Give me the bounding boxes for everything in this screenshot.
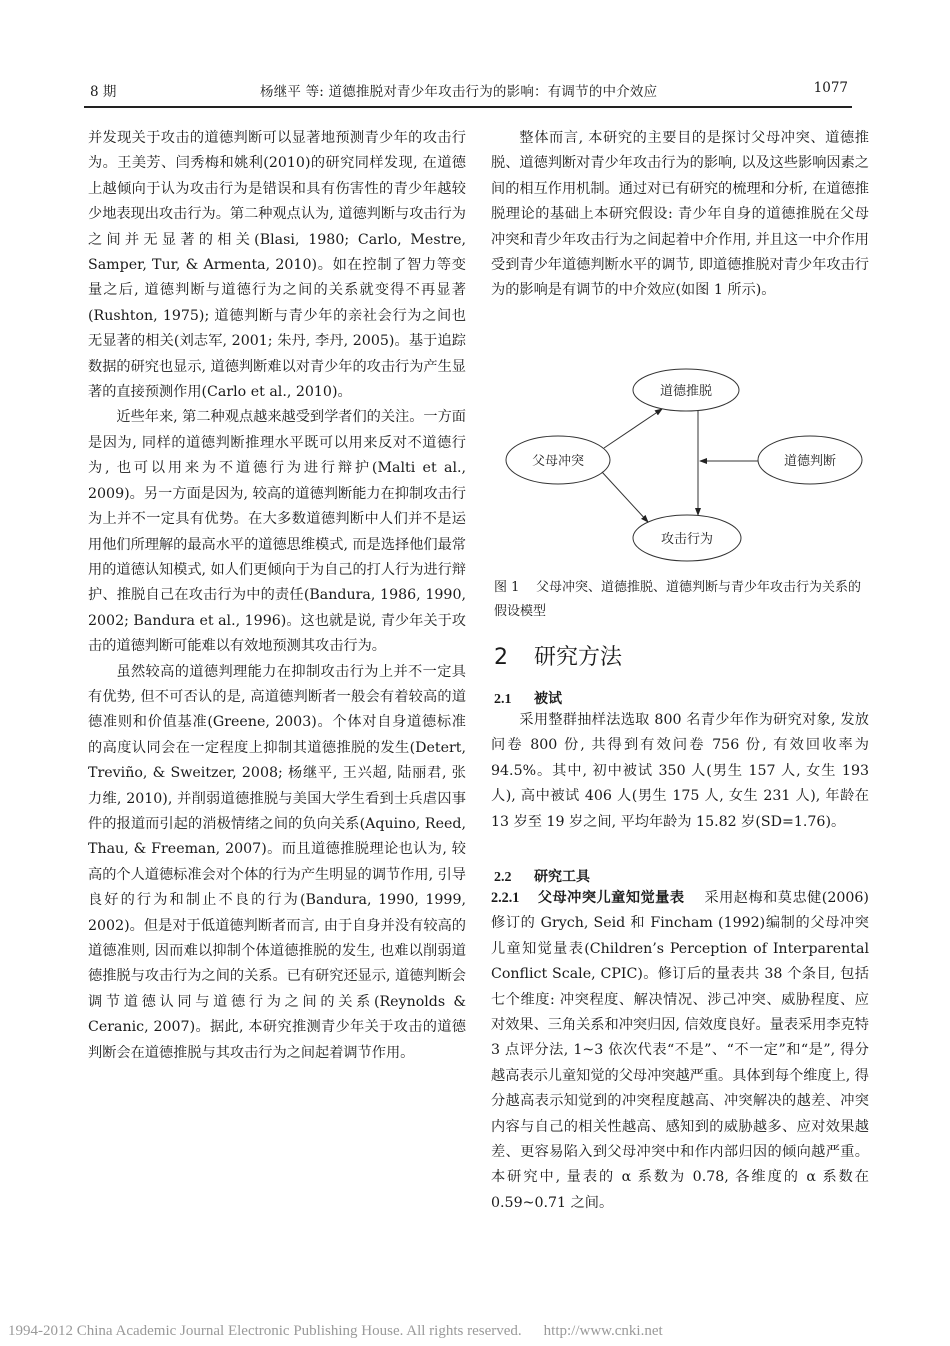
label-moral-judgment: 道德判断 [783,454,837,469]
label-parental-conflict: 父母冲突 [531,454,585,469]
subsection-number: 2.2 [494,870,512,885]
subsubsection-title: 父母冲突儿童知觉量表 [537,890,685,906]
running-header [84,78,850,102]
path-model-svg [490,360,870,570]
header-rule [84,106,852,108]
section-title: 研究方法 [534,645,623,670]
subsection-title: 研究工具 [534,869,590,885]
section-number: 2 [494,645,508,670]
arrow-conflict-to-aggression [602,472,648,522]
label-aggressive-behavior: 攻击行为 [660,532,714,547]
figure-number: 图 1 [494,580,520,595]
subsection-number: 2.1 [494,692,512,707]
issue-number: 8 期 [90,84,117,100]
left-column [88,126,466,1066]
subsubsection-heading [491,890,685,906]
section-heading [494,640,622,671]
subsection-heading-participants [494,688,562,708]
instrument-block [491,886,869,1216]
figure-caption-text: 父母冲突、道德推脱、道德判断与青少年攻击行为关系的假设模型 [494,580,862,619]
label-moral-disengagement: 道德推脱 [659,384,713,399]
footer [8,1323,663,1340]
arrow-conflict-to-disengagement [604,409,662,448]
paragraph: 采用赵梅和莫忠健(2006)修订的 Grych, Seid 和 Fincham (1992)编制的父母冲突儿童知觉量表(Children’s Perception of Interparental Conflict Scale, CPIC)。修订后的量表共 38 个条目, 包括七个维度: 冲突程度、解决情况、涉己冲突、威胁程度、应对效果、三角关系和冲突归因, 信效度良好。量表采用李克特 3 点评分法, 1~3 依次代表“不是”、“不一定”和“是”, 得分越高表示儿童知觉的父母冲突越严重。具体到每个维度上, 得分越高表示知觉到的冲突程度越高、冲突解决的越差、冲突内容与自己的相关性越高、感知到的威胁越多、应对效果越差、更容易陷入到父母冲突中和作内部归因的倾向越严重。本研究中, 量表的 α 系数为 0.78, 各维度的 α 系数在 0.59~0.71 之间。 [491,890,869,1211]
subsubsection-number: 2.2.1 [491,890,520,906]
subsection-title: 被试 [534,691,562,707]
figure-1-diagram [490,360,870,570]
paragraph: 近些年来, 第二种观点越来越受到学者们的关注。一方面是因为, 同样的道德判断推理水平既可以用来反对不道德行为, 也可以用来为不道德行为进行辩护(Malti et al., 2009)。另一方面是因为, 较高的道德判断能力在抑制攻击行为上并不一定具有优势。在大多数道德判断中人们并不是运用他们所理解的最高水平的道德思维模式, 而是选择他们最常用的道德认知模式, 如人们更倾向于为自己的打人行为进行辩护、推脱自己在攻击行为中的责任(Bandura, 1986, 1990, 2002; Bandura et al., 1996)。这也就是说, 青少年关于攻击的道德判断可能难以有效地预测其攻击行为。 [88,409,466,655]
participants-block [491,708,869,835]
figure-caption [494,576,868,624]
paragraph: 并发现关于攻击的道德判断可以显著地预测青少年的攻击行为。王美芳、闫秀梅和姚利(2010)的研究同样发现, 在道德上越倾向于认为攻击行为是错误和具有伤害性的青少年越较少地表现出攻击行为。第二种观点认为, 道德判断与攻击行为之间并无显著的相关(Blasi, 1980; Carlo, Mestre, Samper, Tur, & Armenta, 2010)。如在控制了智力等变量之后, 道德判断与道德行为之间的关系就变得不再显著(Rushton, 1975); 道德判断与青少年的亲社会行为之间也无显著的相关(刘志军, 2001; 朱丹, 李丹, 2005)。基于追踪数据的研究也显示, 道德判断难以对青少年的攻击行为产生显著的直接预测作用(Carlo et al., 2010)。 [88,130,466,401]
footer-url[interactable]: http://www.cnki.net [543,1323,663,1339]
subsection-heading-instruments [494,866,590,886]
paragraph: 采用整群抽样法选取 800 名青少年作为研究对象, 发放问卷 800 份, 共得到有效问卷 756 份, 有效回收率为 94.5%。其中, 初中被试 350 人(男生 157 人, 女生 193 人), 高中被试 406 人(男生 175 人, 女生 231 人), 年龄在 13 岁至 19 岁之间, 平均年龄为 15.82 岁(SD=1.76)。 [491,712,869,830]
copyright-text: 1994-2012 China Academic Journal Electronic Publishing House. All rights reserved. [8,1323,522,1339]
paragraph: 整体而言, 本研究的主要目的是探讨父母冲突、道德推脱、道德判断对青少年攻击行为的影响, 以及这些影响因素之间的相互作用机制。通过对已有研究的梳理和分析, 在道德推脱理论的基础上本研究假设: 青少年自身的道德推脱在父母冲突和青少年攻击行为之间起着中介作用, 并且这一中介作用受到青少年道德判断水平的调节, 即道德推脱对青少年攻击行为的影响是有调节的中介效应(如图 1 所示)。 [491,130,869,299]
running-title: 杨继平 等: 道德推脱对青少年攻击行为的影响：有调节的中介效应 [260,84,658,100]
right-column-intro [491,126,869,304]
page-number: 1077 [813,80,848,96]
paragraph: 虽然较高的道德判理能力在抑制攻击行为上并不一定具有优势, 但不可否认的是, 高道德判断者一般会有着较高的道德准则和价值基准(Greene, 2003)。个体对自身道德标准的高度认同会在一定程度上抑制其道德推脱的发生(Detert, Treviño, & Sweitzer, 2008; 杨继平, 王兴超, 陆丽君, 张力维, 2010), 并削弱道德推脱与美国大学生看到士兵虐囚事件的报道而引起的消极情绪之间的负向关系(Aquino, Reed, Thau, & Freeman, 2007)。而且道德推脱理论也认为, 较高的个人道德标准会对个体的行为产生明显的调节作用, 引导良好的行为和制止不良的行为(Bandura, 1990, 1999, 2002)。但是对于低道德判断者而言, 由于自身并没有较高的道德准则, 因而难以抑制个体道德推脱的发生, 也难以削弱道德推脱与攻击行为之间的关系。已有研究还显示, 道德判断会调节道德认同与道德行为之间的关系(Reynolds & Ceranic, 2007)。据此, 本研究推测青少年关于攻击的道德判断会在道德推脱与其攻击行为之间起着调节作用。 [88,663,466,1061]
